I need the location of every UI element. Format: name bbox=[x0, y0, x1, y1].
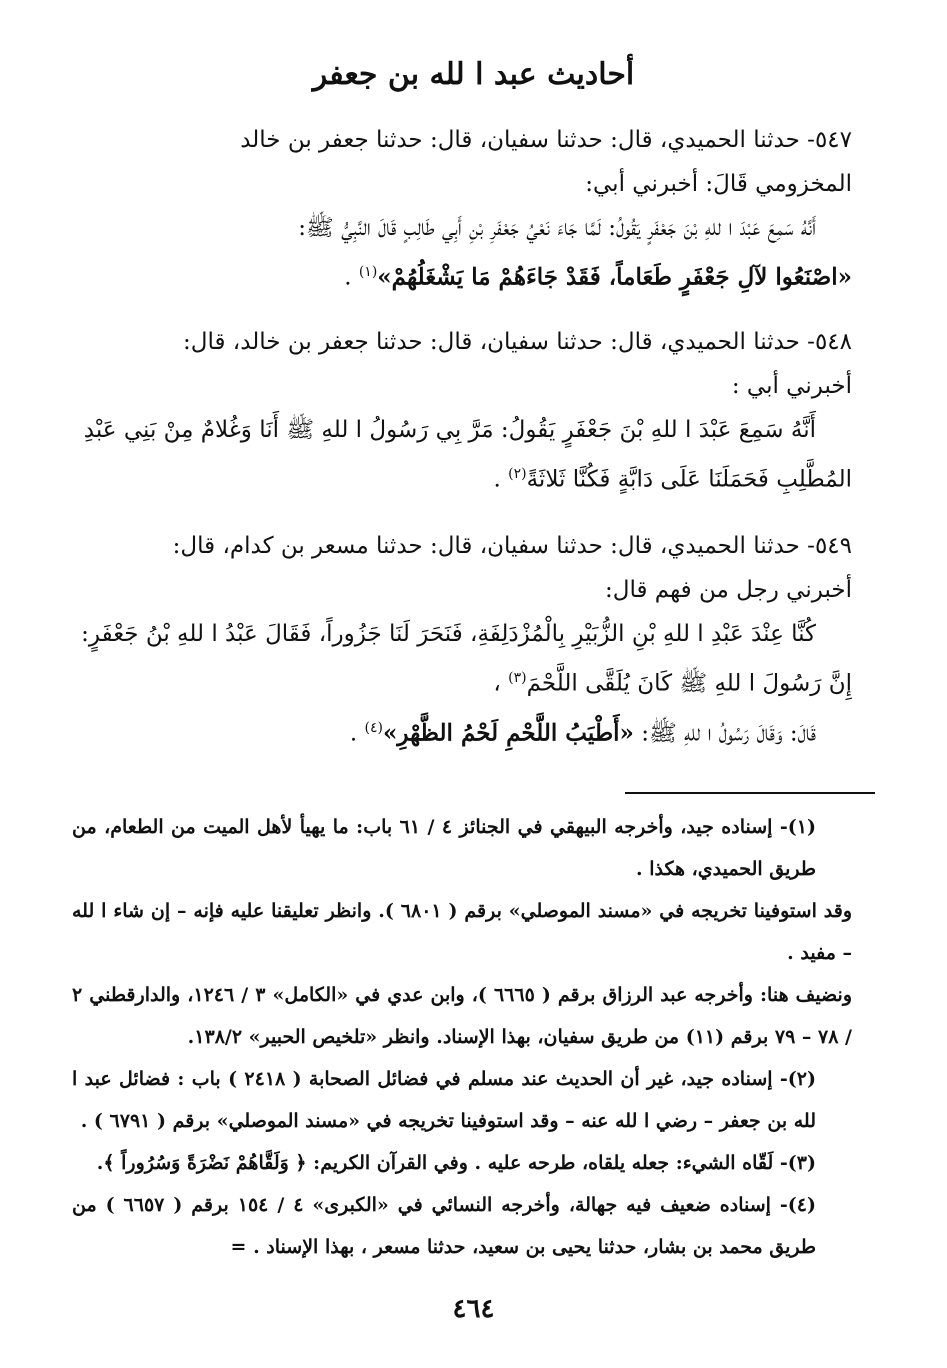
hadith-matn bbox=[72, 706, 852, 756]
hadith-isnad-line: أخبرني أبي : bbox=[731, 373, 852, 399]
page-number: ٤٦٤ bbox=[452, 1294, 495, 1324]
footnote-ref: (٤) bbox=[364, 719, 384, 736]
hadith-549 bbox=[72, 524, 852, 755]
footnote-separator bbox=[625, 792, 875, 794]
footnote-ref: (٢) bbox=[508, 466, 527, 482]
matn-text: كُنَّا عِنْدَ عَبْدِ ا للهِ بْنِ الزُّبَيْرِ بِالْمُزْدَلِفَةِ، فَنَحَرَ لَنَا جَزُوراً، فَقَالَ عَبْدُ ا للهِ بْنُ جَعْفَرٍ: bbox=[81, 621, 816, 647]
end-mark: ، bbox=[493, 670, 501, 697]
matn-text: أَنَّهُ سَمِعَ عَبْدَ ا للهِ بْنَ جَعْفَرٍ يَقُولُ: لَمَّا جَاءَ نَعْيُ جَعْفَرِ بْنِ أَبِي طَالِبٍ قَالَ النَّبِيُّ ﷺ: bbox=[298, 215, 816, 241]
hadith-isnad-line: ٥٤٧- حدثنا الحميدي، قال: حدثنا سفيان، قال: حدثنا جعفر بن خالد bbox=[240, 127, 852, 153]
hadith-matn bbox=[72, 408, 852, 452]
footnotes bbox=[72, 806, 852, 1268]
footnote: (١)- إسناده جيد، وأخرجه البيهقي في الجنائز ٤ / ٦١ باب: ما يهيأ لأهل الميت من الطعام، من طريق الحميدي، هكذا . bbox=[72, 816, 816, 880]
hadith-547 bbox=[72, 118, 852, 300]
hadith-isnad-line: المخزومي قَالَ: أخبرني أبي: bbox=[585, 171, 852, 197]
footnote: وقد استوفينا تخريجه في «مسند الموصلي» برقم ( ٦٨٠١ ). وانظر تعليقنا عليه فإنه – إن شاء ا لله – مفيد . bbox=[72, 900, 852, 964]
matn-text: إِنَّ رَسُولَ ا للهِ ﷺ كَانَ يُلَقَّى اللَّحْمَ bbox=[526, 670, 852, 697]
hadith-isnad-line: أخبرني رجل من فهم قال: bbox=[605, 577, 852, 603]
footnote-ref: (١) bbox=[358, 264, 378, 280]
end-mark: . bbox=[349, 720, 358, 747]
hadith-matn-continued bbox=[72, 250, 852, 300]
matn-text: أَنَّهُ سَمِعَ عَبْدَ ا للهِ بْنَ جَعْفَرٍ يَقُولُ: مَرَّ بِي رَسُولُ ا للهِ ﷺ أَنَا وَغُلامٌ مِنْ بَنِي عَبْدِ bbox=[83, 417, 816, 443]
hadith-isnad-line: ٥٤٨- حدثنا الحميدي، قال: حدثنا سفيان، قال: حدثنا جعفر بن خالد، قال: bbox=[183, 329, 852, 355]
footnote: ونضيف هنا: وأخرجه عبد الرزاق برقم ( ٦٦٦٥ )، وابن عدي في «الكامل» ٣ / ١٢٤٦، والدارقطني ٢ / ٧٨ – ٧٩ برقم (١١) من طريق سفيان، بهذا الإسناد. وانظر «تلخيص الحبير» ١٣٨/٢. bbox=[72, 984, 852, 1048]
end-mark: . bbox=[493, 466, 501, 493]
chapter-title: أحاديث عبد ا لله بن جعفر bbox=[312, 57, 635, 92]
matn-text: المُطَّلِبِ فَحَمَلَنَا عَلَى دَابَّةٍ فَكُنَّا ثَلاثَةً bbox=[526, 466, 852, 493]
hadith-matn bbox=[72, 612, 852, 656]
matn-text: قَالَ: وَقَالَ رَسُولُ ا للهِ ﷺ: bbox=[641, 720, 816, 747]
hadith-matn-continued bbox=[72, 656, 852, 706]
footnote: (٣)- لَقّاه الشيء: جعله يلقاه، طرحه عليه . وفي القرآن الكريم: ﴿ وَلَقَّاهُمْ نَضْرَةً وَسُرُوراً ﴾. bbox=[96, 1152, 816, 1174]
hadith-isnad-line: ٥٤٩- حدثنا الحميدي، قال: حدثنا سفيان، قال: حدثنا مسعر بن كدام، قال: bbox=[172, 533, 852, 559]
hadith-matn-continued bbox=[72, 452, 852, 502]
hadith-matn bbox=[72, 206, 852, 250]
footnote-ref: (٣) bbox=[508, 670, 527, 686]
footnote: (٢)- إسناده جيد، غير أن الحديث عند مسلم في فضائل الصحابة ( ٢٤١٨ ) باب : فضائل عبد ا لله بن جعفر – رضي ا لله عنه – وقد استوفينا تخريجه في «مسند الموصلي» برقم ( ٦٧٩١ ) . bbox=[72, 1068, 816, 1132]
end-mark: . bbox=[344, 264, 352, 291]
hadith-548 bbox=[72, 320, 852, 502]
prophet-quote: «اصْنَعُوا لآلِ جَعْفَرٍ طَعَاماً، فَقَدْ جَاءَهُمْ مَا يَشْغَلُهُمْ» bbox=[377, 263, 852, 291]
prophet-quote: «أَطْيَبُ اللَّحْمِ لَحْمُ الظَّهْرِ» bbox=[383, 719, 634, 747]
footnote: (٤)- إسناده ضعيف فيه جهالة، وأخرجه النسائي في «الكبرى» ٤ / ١٥٤ برقم ( ٦٦٥٧ ) من طريق محمد بن بشار، حدثنا يحيى بن سعيد، حدثنا مسعر ، بهذا الإسناد . = bbox=[72, 1194, 816, 1258]
